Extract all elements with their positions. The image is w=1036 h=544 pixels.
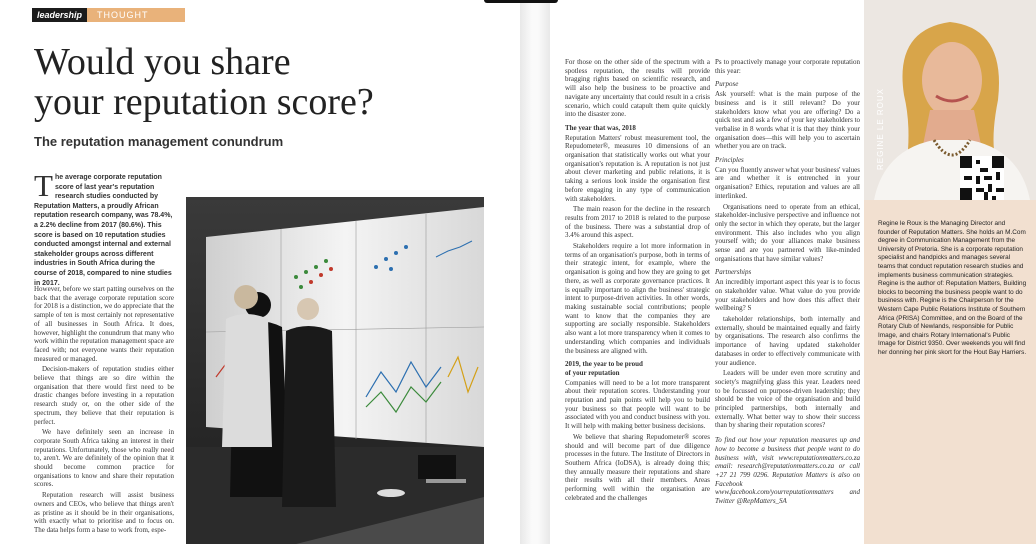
author-portrait [864, 0, 1036, 200]
article-title [34, 42, 454, 122]
paragraph: However, before we start patting ourselves on the back that the average corporate reputation score for 2018 is a distinction, we do appreciate that the sample of ten is most certainly not representative of all businesses in South Africa. It does, however, highlight the conundrum that many who work within the reputation management space are faced with; not everyone wants their reputation measured or managed. [34, 285, 174, 363]
page-gutter [520, 0, 550, 544]
heading-line: of your reputation [565, 368, 620, 377]
paragraph: takeholder relationships, both internally and externally, should be maintained equally and fairly by organisations. The research also confirms the importance of having updated stakeholder databases in order to effectively communicate with your audience. [715, 314, 860, 367]
paragraph: Can you fluently answer what your business' values are and whether it is entrenched in your organisation? Ethics, reputation and values are all interlinked. [715, 165, 860, 200]
column-2 [565, 58, 710, 504]
section-heading: The year that was, 2018 [565, 123, 636, 132]
paragraph: Organisations need to operate from an ethical, stakeholder-inclusive perspective and influence not only the sector in which they operate, but the larger environment. This also includes who you align yourself with; do your alliances make business sense and are you partnered with like-minded organisations that have similar values? [715, 202, 860, 263]
banner-label: THOUGHT LEADER [87, 8, 185, 22]
paragraph: Reputation research will assist business owners and CEOs, who believe that things aren't as pristine as it should be in their organisations, with exactly what to prioritise and to focus on. The data helps form a base to work from, espe- [34, 491, 174, 534]
section-heading [565, 360, 710, 377]
paragraph: An incredibly important aspect this year is to focus on stakeholder value. What value do you provide your stakeholders and how does this affect their wellbeing? S [715, 278, 860, 313]
paragraph: Leaders will be under even more scrutiny and society's magnifying glass this year. Leaders need to be focussed on purpose-driven leadership; they should be the voice of the organisation and build principled partnerships, both internally and externally. What better way to show their success than by sharing their reputation scores? [715, 369, 860, 430]
paragraph: The main reason for the decline in the research results from 2017 to 2018 is related to the purpose of the business. There was a substantial drop of 3.4% around this aspect. [565, 205, 710, 240]
paragraph: Decision-makers of reputation studies either believe that things are so dire within the organisation that there would first need to be drastic changes before investing in a reputation research study or, on the other side of the spectrum, they believe that their reputation is perfect. [34, 365, 174, 426]
paragraph: We have definitely seen an increase in corporate South Africa taking an interest in their reputations. Unfortunately, those who really need to, aren't. We are definitely of the opinion that it should become common practice for organisations to know and share their reputation scores. [34, 428, 174, 489]
article-subtitle: The reputation management conundrum [34, 134, 284, 149]
title-line-1: Would you share [34, 41, 291, 83]
paragraph: Companies will need to be a lot more transparent about their reputation scores. Understanding your reputation and pain points will help you to build your business so that people will want to be associated with you and conduct business with you. It will help with making better business decisions. [565, 378, 710, 431]
qr-code-image [960, 156, 1004, 200]
author-bio: Regine le Roux is the Managing Director and founder of Reputation Matters. She holds an M.Com degree in Communication Management from the University of Pretoria. She is a corporate reputation specialist and handpicks and manages several teams that conduct reputation research studies and implements business communication strategies. Regine is the author of: Reputation Matters, Building blocks to becoming the business people want to do business with. Regine is the Chairperson for the Western Cape Public Relations Institute of Southern Africa (PRISA) Committee, and on the Board of the Rotary Club of Newlands, responsible for Public Image, and chairs Rotary International's Public Image for District 9350. Over weekends you will find her donning her pink skort for the Hout Bay Harriers. [878, 220, 1027, 356]
section-heading: Partnerships [715, 268, 752, 277]
title-line-2: your reputation score? [34, 81, 374, 123]
paragraph: We believe that sharing Repudometer® scores should and will become part of due diligence processes in the future. The Institute of Directors in Southern Africa (IoDSA), is already doing this; they annually measure their reputations and share their results with all their members. Areas performing well within the organisation are celebrated and the challenges [565, 432, 710, 502]
column-1 [34, 285, 174, 537]
column-3 [715, 58, 860, 508]
qr-code-icon[interactable] [960, 156, 1004, 200]
lead-paragraph [34, 168, 174, 288]
footer-note: To find out how your reputation measures up and how to become a business that people want to do business with, visit www.reputationmatters.co.za email: research@reputationmatters.co.za or call +27 21 799 0296. Reputation Matters is also on Facebook www.facebook.com/yourreputationmatters and Twitter @RepMatters_SA [715, 436, 860, 506]
lead-text: he average corporate reputation score of last year's reputation research studies conducted by Reputation Matters, a proudly African reputation research company, was 78.4%, a 2.2% decline from 2017 (80.6%). This score is based on 10 reputation studies conducted amongst internal and external stakeholder groups across different industries in South Africa during the course of 2018, compared to nine studies in 2017. [34, 174, 173, 287]
section-label: leadership [32, 8, 87, 22]
paragraph: Stakeholders require a lot more information in terms of an organisation's purpose, both in terms of their strategic intent, for example, where the organisation is going and how they are going to get there, as well as corporate governance practices. It is equally important to align the business' strategic intent to purpose-driven activities. In other words, making sustainable social contributions; people want to know that the companies they are supporting are socially responsible. Stakeholders also want a lot more transparency when it comes to understanding which companies and individuals the business are aligned with. [565, 242, 710, 355]
top-edge-mark [484, 0, 558, 3]
section-banner [32, 8, 185, 34]
section-heading: Purpose [715, 80, 739, 89]
paragraph: Ask yourself: what is the main purpose of the business and is it still relevant? Do your stakeholders know what you are offering? Do a quick test and ask a few of your key stakeholders to verbalise in 8 words what it is that they think your organisation does—this will help you to ascertain whether you are on track. [715, 90, 861, 151]
author-photo-image [864, 0, 1036, 200]
author-name-vertical: REGINE LE ROUX [876, 87, 885, 170]
paragraph: Reputation Matters' robust measurement tool, the Repudometer®, measures 10 dimensions of an organisation that statistically works out what your organisation's reputation is. A reputation is not just about clever marketing and public relations, it is taking a serious look inside the organisation first before engaging in any type of communication with stakeholders. [565, 133, 710, 203]
section-heading: Principles [715, 156, 744, 165]
article-photo [186, 197, 484, 544]
drop-cap: T [34, 168, 53, 203]
heading-line: 2019, the year to be proud [565, 360, 643, 369]
paragraph: For those on the other side of the spectrum with a spotless reputation, the results will provide bragging rights based on scientific research, and will also help the business to be proactive and navigate any uncertainty that could result in a crisis scenario, which could catapult them quite quickly into the disaster zone. [565, 58, 710, 119]
paragraph: Ps to proactively manage your corporate reputation this year: [715, 58, 860, 75]
boardroom-photo-image [186, 197, 484, 544]
